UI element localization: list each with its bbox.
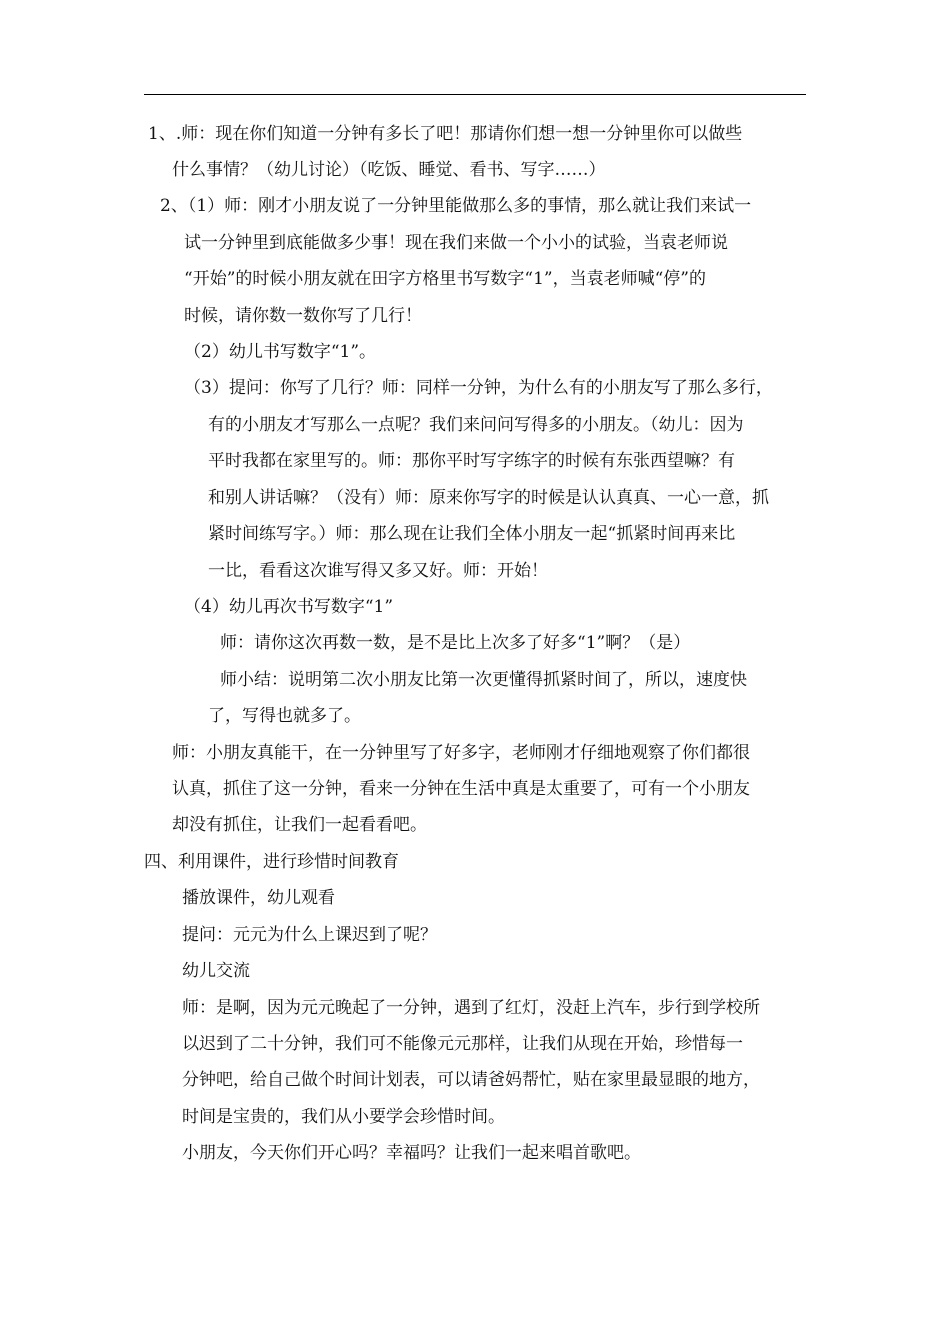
text-line: 师小结：说明第二次小朋友比第一次更懂得抓紧时间了，所以，速度快 [220,670,747,690]
text-line: 提问：元元为什么上课迟到了呢？ [182,925,437,945]
header-rule [144,94,806,95]
text-line: 紧时间练写字。）师：那么现在让我们全体小朋友一起“抓紧时间再来比 [208,524,736,544]
text-line: 和别人讲话嘛？（没有）师：原来你写字的时候是认认真真、一心一意，抓 [208,488,769,508]
text-line: 却没有抓住，让我们一起看看吧。 [172,815,427,835]
text-line: 平时我都在家里写的。师：那你平时写字练字的时候有东张西望嘛？有 [208,451,735,471]
text-line: 认真，抓住了这一分钟，看来一分钟在生活中真是太重要了，可有一个小朋友 [172,779,750,799]
text-line: 师：请你这次再数一数，是不是比上次多了好多“1”啊？（是） [220,633,691,653]
text-line: 幼儿交流 [182,961,250,981]
text-line: 分钟吧，给自己做个时间计划表，可以请爸妈帮忙，贴在家里最显眼的地方， [182,1070,760,1090]
text-line: 一比，看看这次谁写得又多又好。师：开始！ [208,561,548,581]
section-heading: 四、利用课件，进行珍惜时间教育 [144,852,399,872]
text-line: 有的小朋友才写那么一点呢？我们来问问写得多的小朋友。（幼儿：因为 [208,415,744,435]
text-line: （4）幼儿再次书写数字“1” [184,597,394,617]
text-line: （3）提问：你写了几行？师：同样一分钟，为什么有的小朋友写了那么多行， [184,378,773,398]
text-line: 小朋友，今天你们开心吗？幸福吗？让我们一起来唱首歌吧。 [182,1143,641,1163]
text-line: 师：是啊，因为元元晚起了一分钟，遇到了红灯，没赶上汽车，步行到学校所 [182,998,760,1018]
text-line: 了，写得也就多了。 [208,706,361,726]
text-line: “开始”的时候小朋友就在田字方格里书写数字“1”，当袁老师喊“停”的 [184,269,706,289]
text-line: 2、（1）师：刚才小朋友说了一分钟里能做那么多的事情，那么就让我们来试一 [160,196,752,216]
text-line: 时候，请你数一数你写了几行！ [184,306,422,326]
text-line: 1、.师：现在你们知道一分钟有多长了吧！那请你们想一想一分钟里你可以做些 [148,124,743,144]
text-line: 以迟到了二十分钟，我们可不能像元元那样，让我们从现在开始，珍惜每一 [182,1034,743,1054]
text-line: 时间是宝贵的，我们从小要学会珍惜时间。 [182,1107,505,1127]
text-line: （2）幼儿书写数字“1”。 [184,342,377,362]
text-line: 试一分钟里到底能做多少事！现在我们来做一个小小的试验，当袁老师说 [184,233,728,253]
text-line: 师：小朋友真能干，在一分钟里写了好多字，老师刚才仔细地观察了你们都很 [172,743,750,763]
text-line: 播放课件，幼儿观看 [182,888,335,908]
text-line: 什么事情？（幼儿讨论）（吃饭、睡觉、看书、写字……） [172,160,606,180]
